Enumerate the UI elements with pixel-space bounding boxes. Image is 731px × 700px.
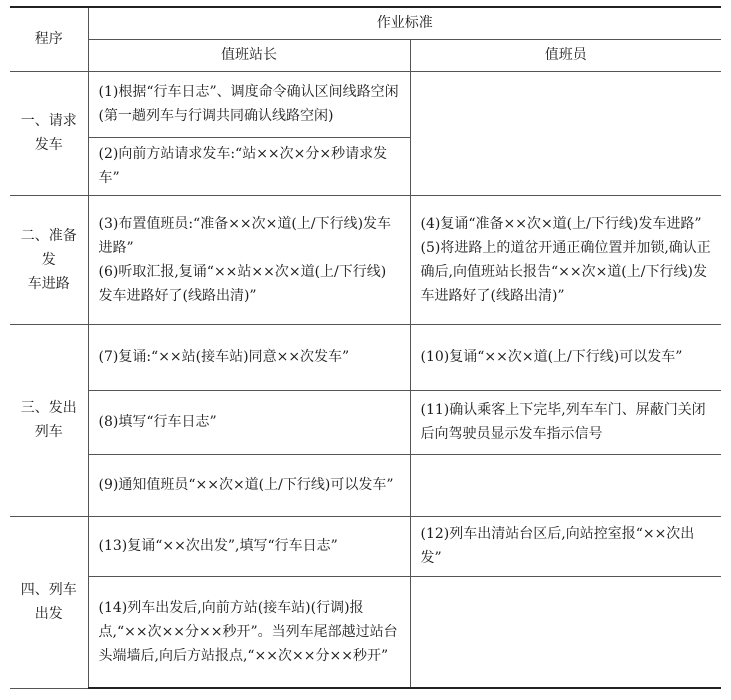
- cell-step-14: (14)列车出发后,向前方站(接车站)(行调)报点,“××次××分××秒开”。当列车尾部越过站台头端墙后,向后方站报点,“××次××分××秒开”: [88, 576, 410, 688]
- cell-step-5: (5)将进路上的道岔开通正确位置并加锁,确认正确后,向值班站长报告“××次×道(上/下行线)发车进路好了(线路出清)”: [420, 239, 711, 304]
- section-4-label-line-2: 出发: [34, 606, 63, 622]
- cell-steps-3-6: [88, 195, 410, 324]
- section-3-label: [10, 324, 88, 516]
- header-procedure: 程序: [10, 7, 88, 71]
- section-4-label-line-1: 四、列车: [20, 582, 77, 598]
- section-1-label-line-2: 发车: [34, 137, 63, 153]
- cell-step-13: (13)复诵“××次出发”,填写“行车日志”: [88, 516, 410, 576]
- section-3-label-line-2: 列车: [34, 424, 63, 440]
- cell-step-9: (9)通知值班员“××次×道(上/下行线)可以发车”: [88, 454, 410, 516]
- cell-steps-4-5: [410, 195, 721, 324]
- operation-standard-table: [10, 6, 721, 689]
- section-1-label-line-1: 一、请求: [20, 113, 77, 129]
- section-1-label: [10, 71, 88, 195]
- section-2-label-line-1: 二、准备发: [20, 227, 77, 268]
- cell-step-7: (7)复诵:“××站(接车站)同意××次发车”: [88, 324, 410, 390]
- header-duty-staff: 值班员: [410, 39, 721, 71]
- cell-section-4-duty-staff-empty: [410, 576, 721, 688]
- cell-section-1-duty-staff-empty: [410, 71, 721, 195]
- header-standard: 作业标准: [88, 7, 721, 39]
- cell-step-1: (1)根据“行车日志”、调度命令确认区间线路空闲(第一趟列车与行调共同确认线路空闲): [88, 71, 410, 137]
- cell-section-3-duty-staff-empty: [410, 454, 721, 516]
- cell-step-3: (3)布置值班员:“准备××次×道(上/下行线)发车进路”: [98, 215, 392, 256]
- cell-step-12: (12)列车出清站台区后,向站控室报“××次出发”: [410, 516, 721, 576]
- cell-step-11: (11)确认乘客上下完毕,列车车门、屏蔽门关闭后向驾驶员显示发车指示信号: [410, 390, 721, 454]
- section-2-label: [10, 195, 88, 324]
- section-4-label: [10, 516, 88, 688]
- cell-step-2: (2)向前方站请求发车:“站××次×分×秒请求发车”: [88, 137, 410, 195]
- cell-step-8: (8)填写“行车日志”: [88, 390, 410, 454]
- section-2-label-line-2: 车进路: [27, 275, 70, 292]
- cell-step-4: (4)复诵“准备××次×道(上/下行线)发车进路”: [420, 215, 702, 232]
- cell-step-6: (6)听取汇报,复诵“××站××次×道(上/下行线)发车进路好了(线路出清)”: [98, 263, 387, 304]
- cell-step-10: (10)复诵“××次×道(上/下行线)可以发车”: [410, 324, 721, 390]
- section-3-label-line-1: 三、发出: [20, 400, 77, 416]
- header-station-master: 值班站长: [88, 39, 410, 71]
